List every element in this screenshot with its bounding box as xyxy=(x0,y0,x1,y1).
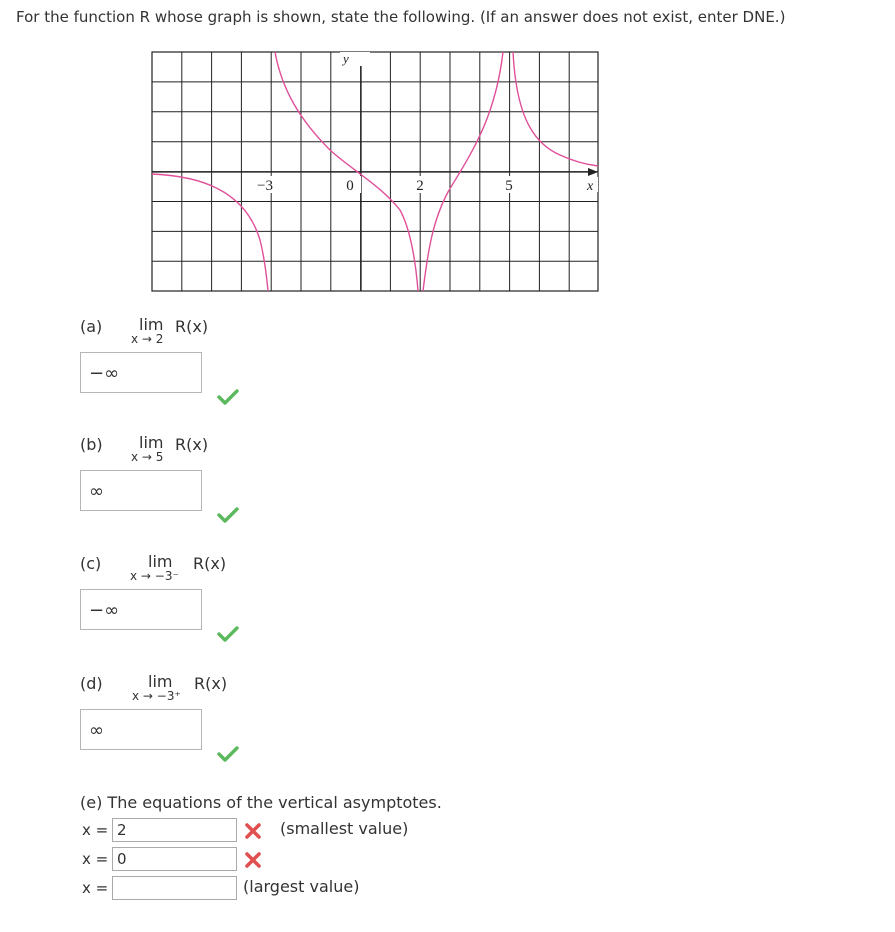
part-label: (a) xyxy=(80,317,103,336)
x-tick-label: 5 xyxy=(505,178,513,194)
answer-input[interactable]: ∞ xyxy=(80,709,202,750)
function-curve-branch xyxy=(513,52,598,166)
limit-approach: x → −3⁻ xyxy=(130,569,179,583)
answer-input[interactable]: ∞ xyxy=(80,470,202,511)
asymptote-prefix: x = xyxy=(82,821,109,839)
x-axis-arrow xyxy=(588,168,598,176)
answer-input[interactable]: −∞ xyxy=(80,589,202,630)
function-graph xyxy=(0,0,895,300)
part-label: (b) xyxy=(80,435,103,454)
limit-function: R(x) xyxy=(193,554,227,573)
incorrect-cross-icon xyxy=(245,823,261,843)
x-tick-label: 2 xyxy=(416,178,424,194)
function-curve-branch xyxy=(152,174,268,291)
asymptote-input[interactable] xyxy=(112,876,237,900)
answer-input[interactable]: −∞ xyxy=(80,352,202,393)
part-label: (c) xyxy=(80,554,102,573)
correct-check-icon xyxy=(217,389,239,409)
asymptote-hint: (smallest value) xyxy=(280,819,409,838)
incorrect-cross-icon xyxy=(245,852,261,872)
asymptote-hint: (largest value) xyxy=(243,877,360,896)
limit-function: R(x) xyxy=(194,674,228,693)
asymptote-prefix: x = xyxy=(82,879,109,897)
y-axis-label: y xyxy=(343,51,349,66)
x-axis-label: x xyxy=(587,179,594,194)
limit-approach: x → 5 xyxy=(131,450,164,464)
lim-word: lim xyxy=(139,315,164,334)
limit-approach: x → 2 xyxy=(131,332,164,346)
asymptote-input[interactable]: 0 xyxy=(112,847,237,871)
x-tick-label: −3 xyxy=(257,178,273,194)
x-tick-labels xyxy=(254,176,598,194)
lim-word: lim xyxy=(148,552,173,571)
part-e-title: (e) The equations of the vertical asymptotes. xyxy=(80,793,442,812)
correct-check-icon xyxy=(217,626,239,646)
correct-check-icon xyxy=(217,507,239,527)
asymptote-prefix: x = xyxy=(82,850,109,868)
limit-approach: x → −3⁺ xyxy=(132,689,181,703)
lim-word: lim xyxy=(139,433,164,452)
part-label: (d) xyxy=(80,674,103,693)
lim-word: lim xyxy=(148,672,173,691)
limit-function: R(x) xyxy=(175,435,209,454)
x-tick-label: 0 xyxy=(346,178,354,194)
correct-check-icon xyxy=(217,746,239,766)
asymptote-input[interactable]: 2 xyxy=(112,818,237,842)
limit-function: R(x) xyxy=(175,317,209,336)
instructions-text: For the function R whose graph is shown, state the following. (If an answer does not exist, enter DNE.) xyxy=(16,8,786,26)
